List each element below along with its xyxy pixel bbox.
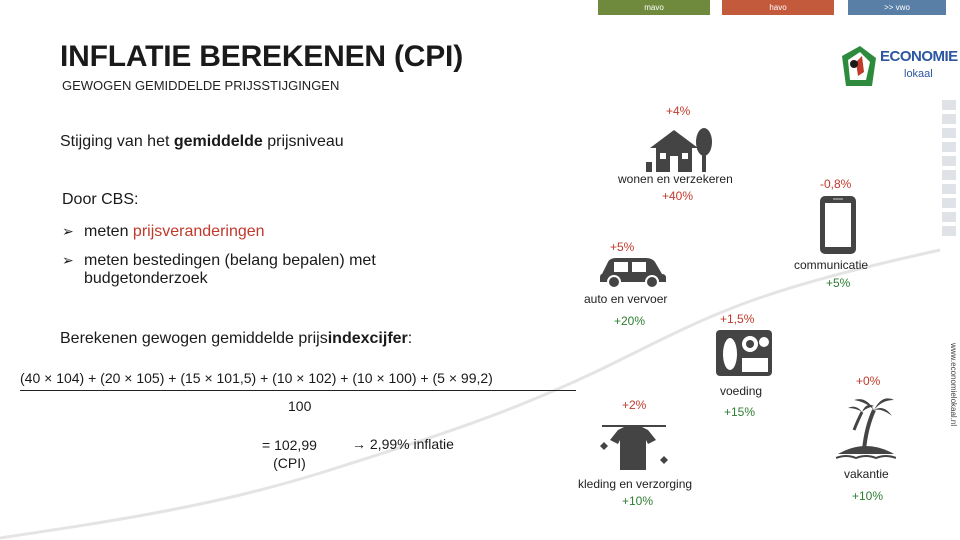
cbs-heading: Door CBS: (62, 191, 139, 208)
tab-mavo[interactable]: mavo (598, 0, 710, 15)
formula-result: = 102,99 (CPI) (262, 437, 317, 471)
house-icon (644, 118, 716, 174)
economie-lokaal-logo[interactable] (838, 42, 958, 92)
tab-vwo[interactable]: >> vwo (848, 0, 946, 15)
auto-change: +5% (610, 240, 635, 254)
logo-text-lokaal: lokaal (904, 68, 933, 80)
tab-havo[interactable]: havo (722, 0, 834, 15)
wonen-change: +4% (666, 104, 691, 118)
logo-text-economie: ECONOMIE (880, 48, 958, 65)
side-url[interactable]: www.economielokaal.nl (949, 343, 958, 427)
auto-weight: +20% (614, 314, 646, 328)
page-title: INFLATIE BEREKENEN (CPI) (60, 40, 463, 73)
bullet-price-changes: ➢ meten prijsveranderingen (62, 223, 265, 240)
voeding-label: voeding (720, 384, 763, 398)
kleding-change: +2% (622, 398, 647, 412)
voeding-change: +1,5% (720, 312, 755, 326)
formula-numerator: (40 × 104) + (20 × 105) + (15 × 101,5) + (10 × 102) + (10 × 100) + (5 × 99,2) (20, 370, 576, 391)
vakantie-weight: +10% (852, 489, 884, 503)
vakantie-change: +0% (856, 374, 881, 388)
inflation-result: → 2,99% inflatie (352, 436, 454, 452)
wonen-label: wonen en verzekeren (618, 172, 733, 186)
vakantie-label: vakantie (844, 467, 889, 481)
auto-label: auto en vervoer (584, 292, 668, 306)
weighted-index-heading: Berekenen gewogen gemiddelde prijsindexcijfer: (60, 330, 413, 347)
side-navigation-strip (940, 0, 960, 300)
communicatie-weight: +5% (826, 276, 851, 290)
arrow-bullet-icon: ➢ (62, 252, 74, 268)
formula-denominator: 100 (288, 398, 312, 414)
communicatie-change: -0,8% (820, 177, 852, 191)
kleding-label: kleding en verzorging (578, 477, 693, 491)
phone-icon (818, 194, 858, 256)
wonen-weight: +40% (662, 189, 694, 203)
arrow-bullet-icon: ➢ (62, 223, 74, 239)
clothing-icon (596, 416, 672, 474)
communicatie-label: communicatie (794, 258, 869, 272)
palm-island-icon (836, 390, 896, 460)
voeding-weight: +15% (724, 405, 756, 419)
page-subtitle: GEWOGEN GEMIDDELDE PRIJSSTIJGINGEN (62, 78, 340, 93)
kleding-weight: +10% (622, 494, 654, 508)
bullet-spending: ➢ meten bestedingen (belang bepalen) met budgetonderzoek (62, 252, 376, 287)
car-icon (598, 252, 668, 288)
logo-emblem-icon (838, 42, 880, 92)
intro-line: Stijging van het gemiddelde prijsniveau (60, 133, 344, 150)
food-icon (714, 328, 774, 378)
